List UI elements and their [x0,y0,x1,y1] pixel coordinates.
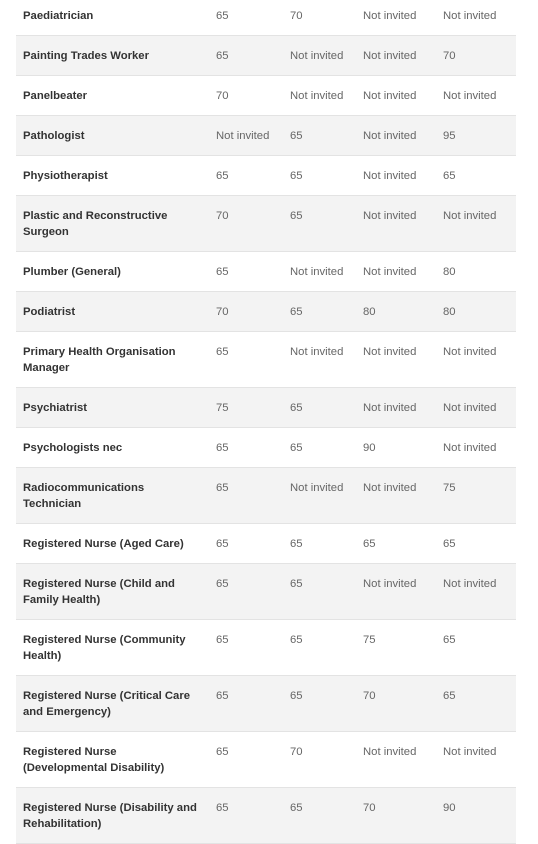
score-cell: 75 [436,468,516,524]
occupation-cell: Psychologists nec [16,428,209,468]
score-cell: Not invited [209,116,283,156]
score-cell: Not invited [283,36,356,76]
score-cell: Not invited [283,332,356,388]
score-cell: 70 [356,676,436,732]
score-cell: 65 [209,620,283,676]
score-cell: 65 [209,468,283,524]
score-cell: 65 [209,428,283,468]
score-cell: 70 [283,0,356,36]
occupation-cell: Paediatrician [16,0,209,36]
table-row [16,468,516,524]
occupation-cell: Registered Nurse (Community Health) [16,620,209,676]
score-cell: Not invited [436,76,516,116]
table-row [16,788,516,844]
score-cell: Not invited [356,564,436,620]
score-cell: 75 [356,620,436,676]
score-cell: 65 [283,620,356,676]
score-cell: 65 [283,116,356,156]
score-cell: 65 [283,524,356,564]
occupation-invitation-table [16,0,516,844]
score-cell: 70 [209,76,283,116]
occupation-cell: Registered Nurse (Developmental Disability) [16,732,209,788]
score-cell: 90 [436,788,516,844]
table-row [16,76,516,116]
score-cell: 65 [283,428,356,468]
score-cell: Not invited [436,332,516,388]
score-cell: 65 [356,524,436,564]
table-row [16,252,516,292]
score-cell: 65 [436,676,516,732]
occupation-cell: Primary Health Organisation Manager [16,332,209,388]
score-cell: 65 [209,564,283,620]
table-row [16,388,516,428]
score-cell: 65 [283,676,356,732]
score-cell: Not invited [436,196,516,252]
occupation-cell: Panelbeater [16,76,209,116]
score-cell: Not invited [436,0,516,36]
score-cell: 70 [283,732,356,788]
score-cell: Not invited [356,0,436,36]
table-row [16,36,516,76]
score-cell: 65 [209,0,283,36]
score-cell: 70 [209,292,283,332]
table-body [16,0,516,844]
score-cell: 90 [356,428,436,468]
score-cell: 75 [209,388,283,428]
score-cell: 65 [209,732,283,788]
score-cell: Not invited [356,468,436,524]
score-cell: 65 [436,156,516,196]
score-cell: 65 [209,788,283,844]
occupation-cell: Registered Nurse (Aged Care) [16,524,209,564]
occupation-cell: Podiatrist [16,292,209,332]
table-row [16,292,516,332]
score-cell: Not invited [283,252,356,292]
table-row [16,564,516,620]
occupation-cell: Physiotherapist [16,156,209,196]
score-cell: 65 [283,564,356,620]
score-cell: Not invited [356,76,436,116]
table-row [16,676,516,732]
table-row [16,524,516,564]
score-cell: Not invited [356,252,436,292]
occupation-cell: Psychiatrist [16,388,209,428]
score-cell: 70 [356,788,436,844]
occupation-cell: Plastic and Reconstructive Surgeon [16,196,209,252]
score-cell: Not invited [436,564,516,620]
score-cell: 95 [436,116,516,156]
score-cell: 70 [436,36,516,76]
table-row [16,428,516,468]
score-cell: 80 [436,292,516,332]
score-cell: 65 [283,156,356,196]
occupation-cell: Radiocommunications Technician [16,468,209,524]
score-cell: Not invited [356,388,436,428]
score-cell: 65 [209,36,283,76]
score-cell: 65 [209,252,283,292]
score-cell: Not invited [356,116,436,156]
score-cell: 65 [283,388,356,428]
occupation-cell: Painting Trades Worker [16,36,209,76]
score-cell: 65 [436,524,516,564]
score-cell: 65 [209,332,283,388]
score-cell: Not invited [283,468,356,524]
score-cell: 70 [209,196,283,252]
score-cell: Not invited [356,732,436,788]
score-cell: Not invited [356,156,436,196]
score-cell: Not invited [436,388,516,428]
score-cell: 65 [283,292,356,332]
score-cell: Not invited [356,36,436,76]
table-row [16,732,516,788]
table-row [16,196,516,252]
occupation-cell: Pathologist [16,116,209,156]
table-row [16,332,516,388]
score-cell: 80 [436,252,516,292]
score-cell: 65 [283,196,356,252]
score-cell: Not invited [356,332,436,388]
score-cell: 65 [209,676,283,732]
score-cell: 65 [436,620,516,676]
score-cell: Not invited [436,732,516,788]
score-cell: 65 [209,524,283,564]
score-cell: Not invited [436,428,516,468]
occupation-cell: Plumber (General) [16,252,209,292]
table-row [16,620,516,676]
table-row [16,116,516,156]
table-row [16,156,516,196]
table-row [16,0,516,36]
occupation-cell: Registered Nurse (Critical Care and Emergency) [16,676,209,732]
score-cell: 65 [283,788,356,844]
score-cell: Not invited [356,196,436,252]
occupation-cell: Registered Nurse (Disability and Rehabilitation) [16,788,209,844]
occupation-cell: Registered Nurse (Child and Family Health) [16,564,209,620]
score-cell: Not invited [283,76,356,116]
score-cell: 80 [356,292,436,332]
score-cell: 65 [209,156,283,196]
